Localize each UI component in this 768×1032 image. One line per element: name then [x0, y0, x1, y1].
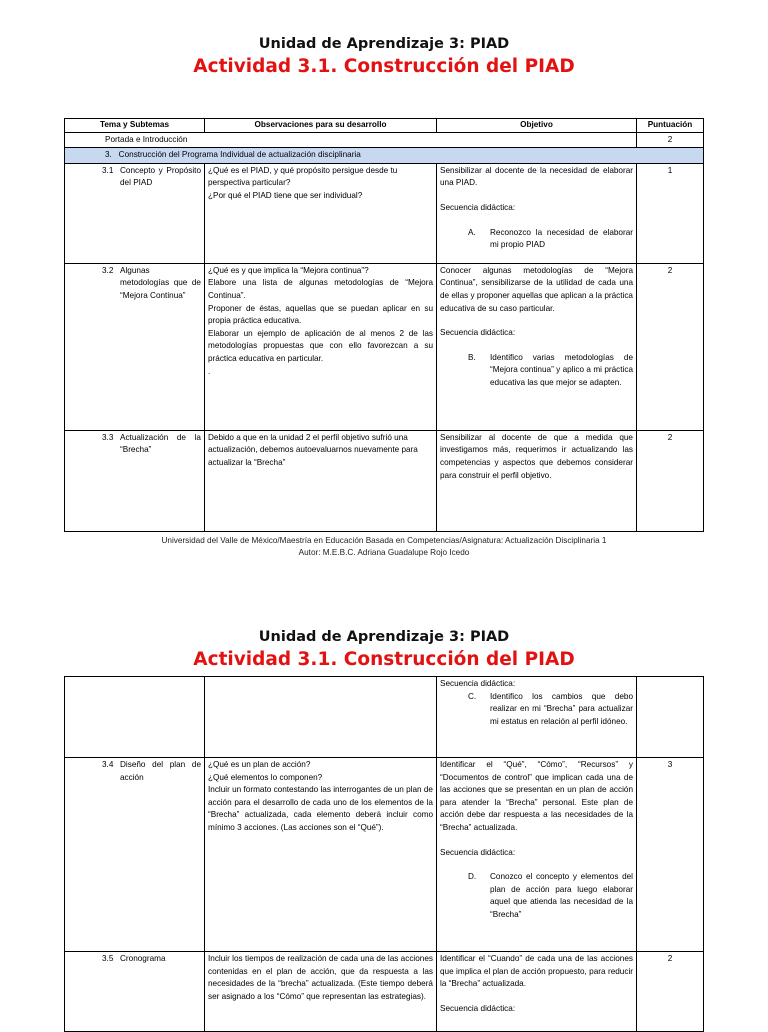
header-observaciones: Observaciones para su desarrollo [205, 119, 437, 133]
portada-label: Portada e Introducción [65, 132, 637, 148]
objective-text: Identificar el “Qué”, “Cómo”, “Recursos” y “Documentos de control” que implican cada una de las acciones que se presentan en un plan de acción para atender la “Brecha” personal. Este plan de acción debe dar respuesta a las necesidades de la “Brecha” actualizada. [440, 760, 633, 832]
objective-text: Sensibilizar al docente de la necesidad de elaborar una PIAD. [440, 165, 633, 188]
page1-unit-title: Unidad de Aprendizaje 3: PIAD [258, 36, 510, 52]
topic-num: 3.1 [102, 165, 114, 175]
obs-line: Incluir los tiempos de realización de cada una de las acciones contenidas en el plan de acción, que da respuesta a las necesidades de la “brecha” actualizada. (Este tiempo deberá ser asignado a los “Cómo” que representan las estrategias). [208, 954, 433, 1001]
obs-line: ¿Por qué el PIAD tiene que ser individual? [208, 190, 363, 200]
objective-cell [437, 758, 637, 952]
objective-text: Sensibilizar al docente de que a medida que investigamos más, requerimos ir actualizando las competencias y aspectos que debemos considerar para construir el perfil objetivo. [440, 432, 633, 480]
score-cell: 2 [637, 263, 704, 430]
topic-cell [65, 758, 205, 952]
section-bar-num: 3. [105, 150, 112, 160]
objective-text: Identificar el “Cuando” de cada una de las acciones que implica el plan de acción propuesto, para reducir la “Brecha” actualizada. [440, 954, 633, 989]
sequence-item: Identifico los cambios que debo realizar en mi “Brecha” para actualizar mi estatus en relación al perfil idóneo. [490, 691, 633, 726]
page2-activity-title: Actividad 3.1. Construcción del PIAD [193, 649, 575, 670]
portada-score: 2 [637, 132, 704, 148]
table-header-row [65, 119, 704, 133]
obs-line: Debido a que en la unidad 2 el perfil objetivo sufrió una actualización, debemos autoevaluarnos nuevamente para actualizar la “Brecha” [208, 432, 418, 467]
section-bar [65, 148, 704, 164]
score-cell: 2 [637, 952, 704, 1032]
observations-cell [205, 758, 437, 952]
obs-line: ¿Qué es un plan de acción? [208, 760, 311, 769]
obs-line: Elabore una lista de algunas metodologías de “Mejora Continua”. [208, 278, 433, 300]
topic-name: Actualización de la “Brecha” [120, 432, 201, 455]
sequence-letter: A. [468, 227, 476, 237]
obs-line: ¿Qué es el PIAD, y qué propósito persigue desde tu perspectiva particular? [208, 165, 398, 188]
table-row [65, 430, 704, 531]
sequence-item: Identifico varias metodologías de “Mejora continua” y aplico a mi práctica educativa las que mejor se adapten. [490, 352, 633, 387]
score-cell [637, 677, 704, 758]
sequence-letter: C. [468, 691, 477, 701]
obs-line: ¿Qué es y que implica la “Mejora continua”? [208, 265, 369, 275]
footer-author-line: Autor: M.E.B.C. Adriana Guadalupe Rojo Icedo [298, 548, 470, 557]
table-row [65, 677, 704, 758]
obs-line: Elaborar un ejemplo de aplicación de al menos 2 de las metodologías propuestas que con ello favorezcan a su práctica educativa en particular. [208, 328, 433, 363]
objective-cell [437, 163, 637, 263]
observations-cell [205, 677, 437, 758]
topic-name: Concepto y Propósito del PIAD [120, 165, 201, 188]
topic-name: Algunas metodologías que de “Mejora Continua” [120, 265, 201, 300]
sequence-label: Secuencia didáctica: [440, 328, 516, 338]
observations-cell [205, 430, 437, 531]
section-bar-row [65, 148, 704, 164]
section-bar-label: Construcción del Programa Individual de actualización disciplinaria [118, 150, 361, 160]
observations-cell [205, 263, 437, 430]
topic-num: 3.2 [102, 265, 114, 275]
obs-line: Proponer de éstas, aquellas que se puedan aplicar en su propia práctica educativa. [208, 303, 433, 326]
topic-name: Cronograma [120, 954, 166, 963]
objective-text: Conocer algunas metodologías de “Mejora Continua”, sensibilizarse de la utilidad de cada una de ellas y proponer aquellas que aplican a la práctica educativa de su caso particular. [440, 265, 633, 313]
sequence-label: Secuencia didáctica: [440, 847, 516, 857]
table-row [65, 163, 704, 263]
portada-row [65, 132, 704, 148]
page2-unit-title: Unidad de Aprendizaje 3: PIAD [258, 629, 510, 645]
objective-cell [437, 263, 637, 430]
topic-num: 3.4 [102, 760, 114, 769]
score-cell: 3 [637, 758, 704, 952]
sequence-item: Reconozco la necesidad de elaborar mi propio PIAD [490, 227, 633, 250]
footer-university-line: Universidad del Valle de México/Maestría en Educación Basada en Competencias/Asignatura: Actualización Disciplinaria 1 [161, 536, 607, 545]
observations-cell [205, 952, 437, 1032]
topic-cell [65, 677, 205, 758]
topic-cell [65, 952, 205, 1032]
header-puntuacion: Puntuación [637, 119, 704, 133]
obs-line: Incluir un formato contestando las interrogantes de un plan de acción para el desarrollo de cada uno de los elementos de la “Brecha” actualizada, cada elemento deberá incluir como mínimo 3 acciones. (Las acciones son el “Qué”). [208, 785, 433, 832]
table-row [65, 758, 704, 952]
sequence-item: Conozco el concepto y elementos del plan de acción para luego elaborar aquel que atienda las necesidad de la “Brecha” [490, 872, 633, 919]
header-tema: Tema y Subtemas [65, 119, 205, 133]
page1-activity-title: Actividad 3.1. Construcción del PIAD [193, 56, 575, 77]
obs-line: . [208, 366, 211, 376]
objective-cell [437, 677, 637, 758]
topic-cell [65, 163, 205, 263]
page1-rubric-table [64, 118, 704, 532]
table-row [65, 263, 704, 430]
topic-num: 3.3 [102, 432, 114, 442]
score-cell: 2 [637, 430, 704, 531]
sequence-label: Secuencia didáctica: [440, 679, 516, 688]
topic-name: Diseño del plan de acción [120, 760, 201, 782]
sequence-letter: B. [468, 352, 476, 362]
topic-cell [65, 430, 205, 531]
sequence-letter: D. [468, 872, 477, 882]
observations-cell [205, 163, 437, 263]
objective-cell [437, 952, 637, 1032]
table-row [65, 952, 704, 1032]
topic-cell [65, 263, 205, 430]
sequence-label: Secuencia didáctica: [440, 202, 516, 212]
header-objetivo: Objetivo [437, 119, 637, 133]
objective-cell [437, 430, 637, 531]
topic-num: 3.5 [102, 954, 114, 963]
sequence-label: Secuencia didáctica: [440, 1003, 516, 1013]
score-cell: 1 [637, 163, 704, 263]
page2-rubric-table [64, 676, 704, 1032]
obs-line: ¿Qué elementos lo componen? [208, 772, 323, 782]
